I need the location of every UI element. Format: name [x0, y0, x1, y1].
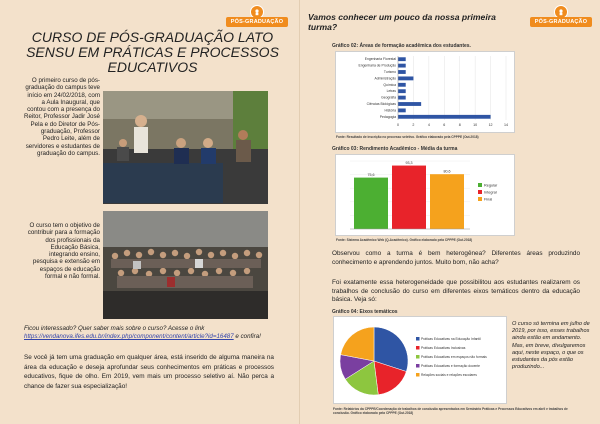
chart2-category-label: Ciências Biológicas: [366, 101, 396, 106]
badge-label: PÓS-GRADUAÇÃO: [226, 17, 288, 27]
chart4-legend-swatch: [416, 373, 420, 377]
chart3-box: [335, 154, 515, 236]
chart3-bar: [354, 178, 388, 229]
chart2-category-label: Letras: [386, 89, 396, 94]
chart2-tick-label: 2: [412, 123, 415, 127]
chart3-legend-swatch: [478, 190, 482, 194]
chart4-legend-label: Práticas Educativas Inclusivas: [421, 346, 466, 350]
chart3-title: Gráfico 03: Rendimento Acadêmico - Média da turma: [332, 146, 458, 152]
badge-label: PÓS-GRADUAÇÃO: [530, 17, 592, 27]
chart3-legend-label: Regular: [484, 183, 498, 188]
chart3-legend-swatch: [478, 197, 482, 201]
course-link[interactable]: https://vendanova.ifes.edu.br/index.php/component/content/article?id=16487: [24, 333, 234, 340]
contact-prefix: Ficou interessado? Quer saber mais sobre o curso? Acesse o link: [24, 325, 205, 332]
postgrad-badge-right: [530, 5, 592, 27]
postgrad-badge: [226, 5, 288, 27]
group-photo: [103, 211, 268, 319]
chart3-legend-swatch: [478, 183, 482, 187]
chart4-title: Gráfico 04: Eixos temáticos: [332, 309, 398, 315]
chart4-legend-swatch: [416, 355, 420, 359]
chart3-source: Fonte: Sistema Acadêmico Web (Q-Acadêmico). Gráfico elaborado pela CPPPE (Out.2018): [336, 238, 473, 242]
paragraph-themes: Foi exatamente essa heterogeneidade que possibilitou aos estudantes realizarem os trabalhos de conclusão do curso em diferentes eixos temáticos dentro da educação básica. Veja só:: [332, 279, 580, 303]
chart2-bar: [398, 108, 406, 112]
objective-text: O curso tem o objetivo de contribuir para a formação dos profissionais da Educação Básica, integrando ensino, pesquisa e extensão em espaços de educação formal e não formal.: [27, 222, 100, 281]
chart4-legend-label: Práticas Educativas e formação docente: [421, 364, 481, 368]
chart4-legend-swatch: [416, 337, 420, 341]
chart4-legend-swatch: [416, 364, 420, 368]
chart3-bar: [392, 166, 426, 229]
chart2-tick-label: 6: [443, 123, 446, 127]
chart3-legend-label: Integral: [484, 190, 497, 195]
intro-text: O primeiro curso de pós-graduação do campus teve início em 24/02/2018, com a Aula Inaugural, que contou com a presença do Reitor, Professor Jadir José Pela e do Diretor de Pós-graduação, Professor Pedro Leite, além de servidores e estudantes de graduação do campus.: [24, 77, 100, 157]
inaugural-class-photo: [103, 91, 268, 204]
chart4-legend-label: Práticas Educativas na Educação Infantil: [421, 337, 481, 341]
chart2-bar: [398, 57, 406, 61]
contact-suffix: e confira!: [235, 333, 261, 340]
chart4-svg: [334, 317, 506, 403]
chart2-bar: [398, 96, 406, 100]
closing-text: Se você já tem uma graduação em qualquer área, está inserido de alguma maneira na área da educação e deseja aprofundar seus conhecimentos em práticas e processos educativos, fique de olho. Em 2019, vem mais um processo seletivo aí. Não perca a chance de fazer sua especialização!: [24, 354, 274, 390]
chart2-bar: [398, 76, 413, 80]
section-question: Vamos conhecer um pouco da nossa primeira turma?: [308, 12, 496, 32]
chart2-bar: [398, 89, 406, 93]
chart2-category-label: História: [384, 108, 396, 113]
chart4-source: Fonte: Relatórios da CPPPE/Coordenação de trabalhos de conclusão apresentados em Seminário Práticas e Processos Educativos em abril e trabalhos de conclusão. Gráfico elaborado pela CPPPE (Out.2018): [333, 407, 568, 415]
chart2-category-label: Química: [383, 82, 396, 87]
right-page: [300, 0, 600, 424]
chart2-category-label: Pedagogia: [379, 114, 396, 119]
chart2-category-label: Engenharia Florestal: [364, 57, 396, 62]
page-title: CURSO DE PÓS-GRADUAÇÃO LATO SENSU EM PRÁTICAS E PROCESSOS EDUCATIVOS: [26, 29, 279, 75]
chart2-title: Gráfico 02: Áreas de formação acadêmica dos estudantes.: [332, 43, 471, 49]
chart2-bar: [398, 64, 406, 68]
chart3-value-label: 93,3: [405, 161, 413, 166]
chart2-tick-label: 12: [488, 123, 493, 127]
chart2-bar: [398, 83, 406, 87]
chart2-category-label: Administração: [374, 76, 396, 81]
chart3-svg: [336, 155, 514, 235]
chart2-category-label: Geografia: [381, 95, 396, 100]
chart2-category-label: Turismo: [383, 69, 396, 74]
chart2-svg: [336, 52, 514, 132]
chart2-tick-label: 4: [427, 123, 430, 127]
contact-info: [24, 325, 274, 341]
chart4-legend-label: Práticas Educativas em espaços não formais: [421, 355, 487, 359]
chart2-tick-label: 0: [397, 123, 399, 127]
chart4-box: [333, 316, 507, 404]
chart2-bar: [398, 115, 491, 119]
chart2-tick-label: 8: [458, 123, 461, 127]
chart3-bar: [430, 174, 464, 229]
chart4-legend-label: Relações sociais e relações escolares: [421, 373, 477, 377]
chart2-bar: [398, 70, 406, 74]
chart2-category-label: Engenharia de Produção: [358, 63, 396, 68]
chart2-tick-label: 10: [473, 123, 478, 127]
chart2-box: [335, 51, 515, 133]
chart4-legend-swatch: [416, 346, 420, 350]
chart2-bar: [398, 102, 421, 106]
chart3-value-label: 75,6: [367, 173, 375, 178]
chart3-value-label: 80,6: [443, 169, 451, 174]
side-note: O curso só termina em julho de 2019, por isso, esses trabalhos ainda estão em andamento. Mas, em breve, divulgaremos aqui, neste espaço, o que os estudantes da pós estão produzindo...: [512, 321, 590, 371]
chart3-legend-label: Final: [484, 197, 493, 202]
paragraph-heterogeneity: Observou como a turma é bem heterogênea? Diferentes áreas produzindo conhecimento e aprendendo juntos. Muito bom, não acha?: [332, 250, 580, 266]
chart2-source: Fonte: Resultado de inscrição no processo seletivo. Gráfico elaborado pela CPPPE (Out.2018): [336, 135, 479, 139]
chart2-tick-label: 14: [504, 123, 508, 127]
